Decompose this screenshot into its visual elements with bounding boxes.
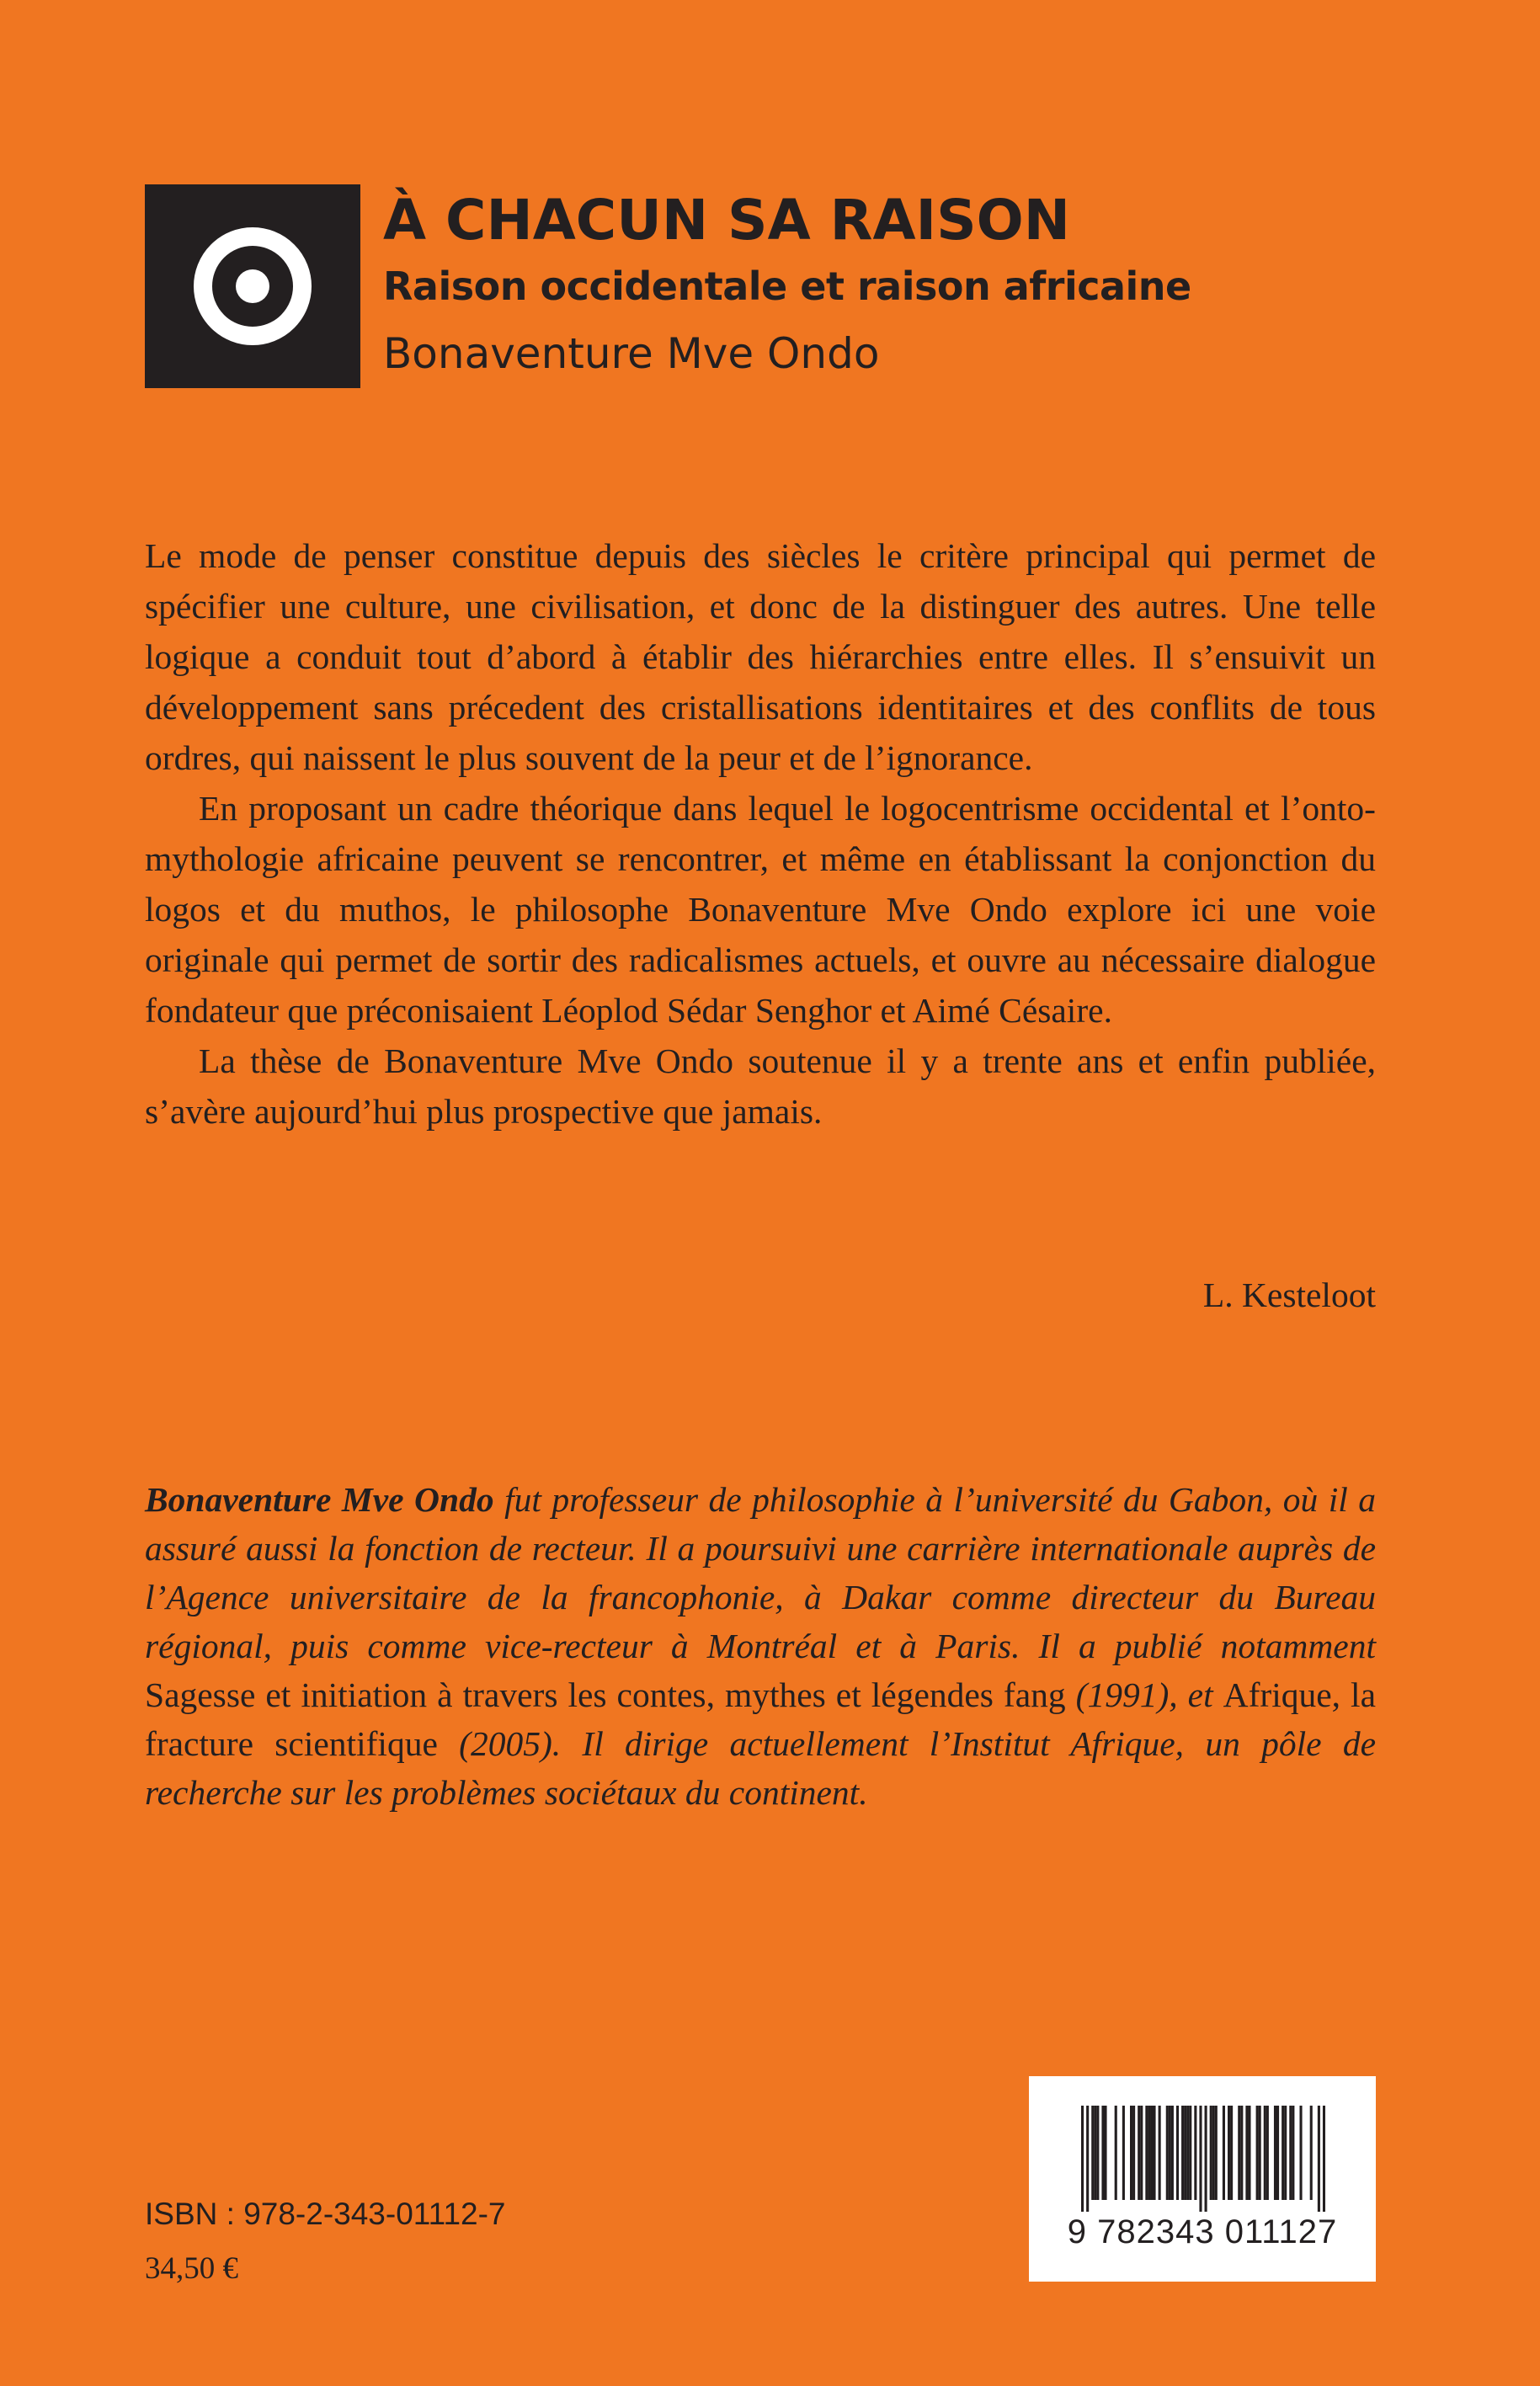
blurb-paragraph: La thèse de Bonaventure Mve Ondo soutenue il y a trente ans et enfin publiée, s’avère aujourd’hui plus prospective que jamais. [145,1041,1376,1131]
barcode-bar [1115,2106,1117,2200]
barcode-bar [1215,2106,1218,2200]
blurb [145,530,1376,1137]
barcode-bar [1284,2106,1287,2200]
barcode-bar [1230,2106,1233,2200]
blurb-paragraph: En proposant un cadre théorique dans lequel le logocentrisme occidental et l’onto-mythologie africaine peuvent se rencontrer, et même en établissant la conjonction du logos et du muthos, le philosophe Bonaventure Mve Ondo explore ici une voie originale qui permet de sortir des radicalismes actuels, et ouvre au nécessaire dialogue fondateur que préconisaient Léoplod Sédar Senghor et Aimé Césaire. [145,789,1376,1030]
barcode-bar [1145,2106,1148,2200]
barcode-bar [1166,2106,1169,2200]
barcode-bar [1169,2106,1171,2200]
logo-center-dot [236,269,269,303]
bio-book-title: Afrique, la fracture scientifique [145,1675,1376,1763]
bio-text: (1991), et [1065,1675,1223,1714]
book-title: À CHACUN SA RAISON [383,188,1070,253]
blurb-signature: L. Kesteloot [1202,1276,1376,1314]
barcode-bar [1310,2106,1313,2200]
price: 34,50 € [145,2251,238,2286]
barcode-bar [1292,2106,1294,2200]
bio-author-name: Bonaventure Mve Ondo [145,1480,494,1519]
barcode-bar [1081,2106,1084,2212]
publisher-logo [145,184,360,388]
barcode-bar [1282,2106,1284,2200]
barcode-bar [1199,2106,1202,2212]
barcode-bar [1194,2106,1196,2200]
bio-text: fut professeur de philosophie à l’université du Gabon, où il a assuré aussi la fonction de recteur. Il a poursuivi une carrière internationale auprès de l’Agence universitaire de la francophonie, à Dakar comme directeur du Bureau régional, puis comme vice-recteur à Montréal et à Paris. Il a publié notamment [145,1480,1376,1665]
barcode-bar [1323,2106,1325,2212]
isbn: ISBN : 978-2-343-01112-7 [145,2197,506,2231]
barcode-bar [1104,2106,1106,2200]
barcode-bar [1238,2106,1240,2200]
barcode [1029,2076,1376,2282]
barcode-bar [1274,2106,1276,2200]
barcode-bar [1289,2106,1292,2200]
barcode-bar [1245,2106,1248,2200]
bio-book-title: Sagesse et initiation à travers les contes, mythes et légendes fang [145,1675,1066,1714]
barcode-bar [1256,2106,1259,2200]
barcode-bar [1150,2106,1153,2200]
barcode-bar [1122,2106,1125,2200]
barcode-bar [1096,2106,1099,2200]
barcode-bar [1159,2106,1161,2200]
barcode-bar [1276,2106,1279,2200]
barcode-bar [1094,2106,1096,2200]
barcode-bar [1223,2106,1225,2200]
barcode-bar [1086,2106,1089,2212]
barcode-bar [1248,2106,1250,2200]
barcode-bar [1318,2106,1320,2212]
barcode-bar [1138,2106,1140,2200]
barcode-bar [1205,2106,1207,2212]
barcode-bar [1101,2106,1104,2200]
barcode-bar [1228,2106,1230,2200]
blurb-paragraph: Le mode de penser constitue depuis des siècles le critère principal qui permet de spécifier une culture, une civilisation, et donc de la distinguer des autres. Une telle logique a conduit tout d’abord à établir des hiérarchies entre elles. Il s’ensuivit un développement sans précedent des cristallisations identitaires et des conflits de tous ordres, qui naissent le plus souvent de la peur et de l’ignorance. [145,536,1376,777]
barcode-bar [1240,2106,1243,2200]
barcode-bars [1081,2106,1325,2212]
barcode-bar [1181,2106,1184,2200]
barcode-bar [1259,2106,1261,2200]
barcode-bar [1299,2106,1302,2200]
barcode-bar [1184,2106,1186,2200]
barcode-bar [1148,2106,1150,2200]
barcode-bar [1264,2106,1266,2200]
barcode-bar [1176,2106,1179,2200]
barcode-bar [1189,2106,1191,2200]
barcode-bar [1266,2106,1269,2200]
barcode-digits: 9 782343 011127 [1067,2213,1338,2250]
bio-text: (2005). Il dirige actuellement l’Institut Afrique, un pôle de recherche sur les problèmes sociétaux du continent. [145,1724,1376,1812]
book-subtitle: Raison occidentale et raison africaine [383,264,1191,309]
barcode-bar [1210,2106,1212,2200]
barcode-bar [1130,2106,1132,2200]
barcode-bar [1212,2106,1215,2200]
barcode-bar [1186,2106,1189,2200]
author-name: Bonaventure Mve Ondo [383,329,880,378]
barcode-bar [1132,2106,1135,2200]
barcode-bar [1153,2106,1155,2200]
barcode-bar [1091,2106,1094,2200]
barcode-bar [1140,2106,1143,2200]
author-bio [145,1475,1376,1817]
barcode-bar [1171,2106,1174,2200]
